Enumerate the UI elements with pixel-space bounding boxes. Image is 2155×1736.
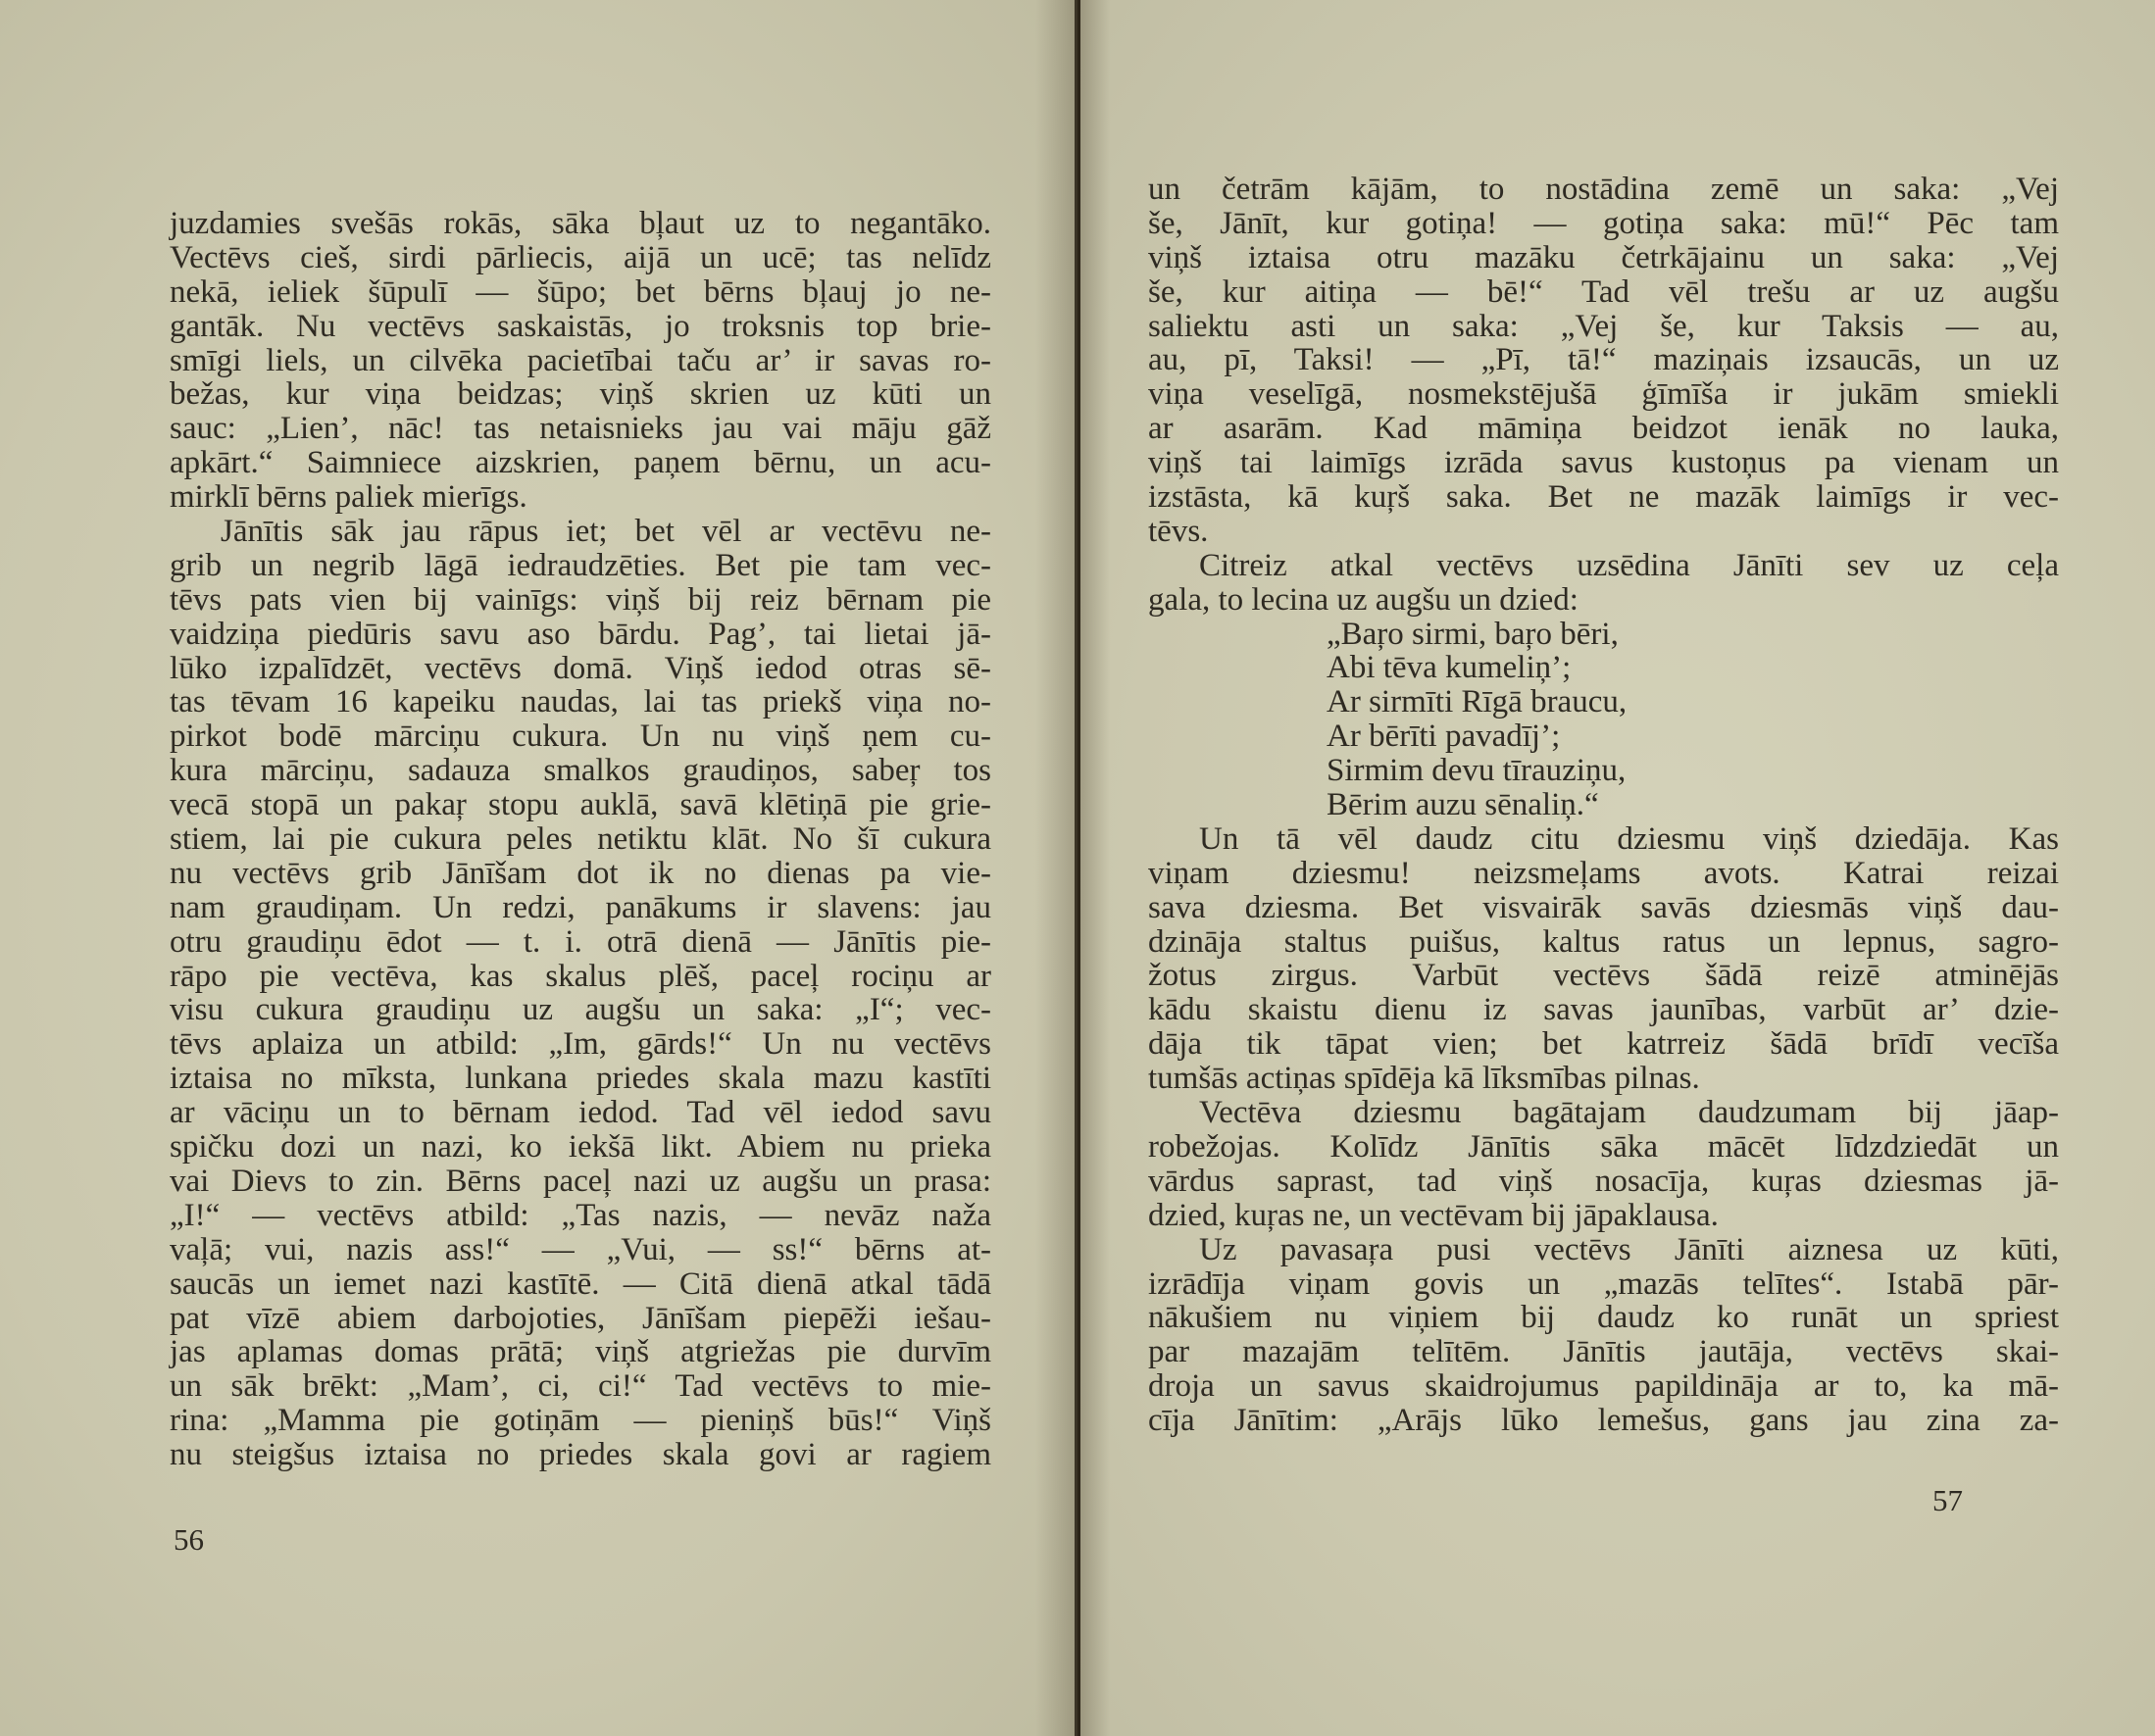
text-line: še, kur aitiņa — bē!“ Tad vēl trešu ar uz augšu: [1148, 273, 2059, 310]
text-line: vai Dievs to zin. Bērns paceļ nazi uz augšu un prasa:: [170, 1163, 991, 1199]
text-line: grib un negrib lāgā iedraudzēties. Bet pie tam vec-: [170, 547, 991, 583]
text-line: tas tēvam 16 kapeiku naudas, lai tas priekš viņa no-: [170, 684, 991, 720]
text-line: nu steigšus iztaisa no priedes skala govi ar ragiem: [170, 1437, 991, 1473]
text-line: au, pī, Taksi! — „Pī, tā!“ maziņais izsaucās, un uz: [1148, 342, 2059, 378]
text-line: ar vāciņu un to bērnam iedod. Tad vēl iedod savu: [170, 1095, 991, 1131]
text-line: Jānītis sāk jau rāpus iet; bet vēl ar vectēvu ne-: [221, 514, 991, 550]
text-line: Uz pavasaŗa pusi vectēvs Jānīti aiznesa uz kūti,: [1199, 1231, 2059, 1267]
verse-line: Ar sirmīti Rīgā braucu,: [1327, 684, 1628, 720]
text-line: droja un savus skaidrojumus papildināja ar to, ka mā-: [1148, 1368, 2059, 1405]
text-line: tumšās actiņas spīdēja kā līksmības pilnas.: [1148, 1061, 1700, 1097]
text-line: tēvs aplaiza un atbild: „Im, gārds!“ Un nu vectēvs: [170, 1026, 991, 1063]
text-line: še, Jānīt, kur gotiņa! — gotiņa saka: mū!“ Pēc tam: [1148, 205, 2059, 241]
text-line: juzdamies svešās rokās, sāka bļaut uz to negantāko.: [170, 206, 991, 241]
page-number-left: 56: [174, 1522, 204, 1557]
text-line: „I!“ — vectēvs atbild: „Tas nazis, — nevāz naža: [170, 1197, 991, 1233]
text-line: mirklī bērns paliek mierīgs.: [170, 479, 527, 516]
text-line: par mazajām telītēm. Jānītis jautāja, vectēvs skai-: [1148, 1334, 2059, 1370]
text-line: stiem, lai pie cukura peles netiktu klāt. No šī cukura: [170, 821, 991, 858]
verse-line: Bērim auzu sēnaliņ.“: [1327, 787, 1599, 823]
text-line: vecā stopā un pakaŗ stopu auklā, savā klētiņā pie grie-: [170, 787, 991, 823]
text-line: bežas, kur viņa beidzas; viņš skrien uz kūti un: [170, 376, 991, 413]
text-line: iztaisa no mīksta, lunkana priedes skala mazu kastīti: [170, 1061, 991, 1097]
text-line: apkārt.“ Saimniece aizskrien, paņem bērnu, un acu-: [170, 445, 991, 481]
text-line: vaļā; vui, nazis ass!“ — „Vui, — ss!“ bērns at-: [170, 1231, 991, 1267]
text-line: visu cukura graudiņu uz augšu un saka: „I“; vec-: [170, 992, 991, 1028]
text-line: Citreiz atkal vectēvs uzsēdina Jānīti sev uz ceļa: [1199, 547, 2059, 583]
text-line: nam graudiņam. Un redzi, panākums ir slavens: jau: [170, 889, 991, 925]
text-line: sava dziesma. Bet visvairāk savās dziesmās viņš dau-: [1148, 889, 2059, 925]
text-line: kādu skaistu dienu iz savas jaunības, varbūt ar’ dzie-: [1148, 992, 2059, 1028]
verse-line: Sirmim devu tīrauziņu,: [1327, 753, 1627, 789]
text-line: dzied, kuŗas ne, un vectēvam bij jāpaklausa.: [1148, 1197, 1719, 1233]
verse-line: Abi tēva kumeliņ’;: [1327, 650, 1572, 686]
text-line: nu vectēvs grib Jānīšam dot ik no dienas pa vie-: [170, 855, 991, 891]
gutter-shadow: [1035, 0, 1075, 1736]
text-line: vaidziņa piedūris savu aso bārdu. Pag’, tai lietai jā-: [170, 616, 991, 652]
text-line: cīja Jānītim: „Arājs lūko lemešus, gans jau zina za-: [1148, 1403, 2059, 1439]
text-line: viņa veselīgā, nosmekstējušā ģīmīša ir jukām smiekli: [1148, 376, 2059, 413]
text-line: gala, to lecina uz augšu un dzied:: [1148, 581, 1579, 618]
text-line: izrādīja viņam govis un „mazās telītes“. Istabā pār-: [1148, 1265, 2059, 1302]
text-line: žotus zirgus. Varbūt vectēvs šādā reizē atminējās: [1148, 958, 2059, 994]
text-line: robežojas. Kolīdz Jānītis sāka mācēt līdzdziedāt un: [1148, 1128, 2059, 1165]
text-line: pat vīzē abiem darbojoties, Jānīšam piepēži iešau-: [170, 1300, 991, 1336]
text-line: smīgi liels, un cilvēka pacietībai taču ar’ ir savas ro-: [170, 342, 991, 378]
text-line: tēvs.: [1148, 513, 1209, 549]
text-line: viņš iztaisa otru mazāku četrkājainu un saka: „Vej: [1148, 239, 2059, 275]
text-line: Vectēvs cieš, sirdi pārliecis, aijā un ucē; tas nelīdz: [170, 239, 991, 275]
text-line: viņam dziesmu! neizsmeļams avots. Katrai reizai: [1148, 855, 2059, 891]
text-line: otru graudiņu ēdot — t. i. otrā dienā — Jānītis pie-: [170, 923, 991, 960]
text-line: pirkot bodē mārciņu cukura. Un nu viņš ņem cu-: [170, 719, 991, 755]
text-line: ar asarām. Kad māmiņa beidzot ienāk no lauka,: [1148, 411, 2059, 447]
left-page-text: [170, 207, 991, 1472]
text-line: vārdus saprast, tad viņš nosacīja, kuŗas dziesmas jā-: [1148, 1163, 2059, 1199]
text-line: jas aplamas domas prātā; viņš atgriežas pie durvīm: [170, 1334, 991, 1370]
text-line: nekā, ieliek šūpulī — šūpo; bet bērns bļauj jo ne-: [170, 273, 991, 310]
text-line: viņš tai laimīgs izrāda savus kustoņus pa vienam un: [1148, 445, 2059, 481]
text-line: dāja tik tāpat vien; bet katrreiz šādā brīdī vecīša: [1148, 1026, 2059, 1063]
text-line: Un tā vēl daudz citu dziesmu viņš dziedāja. Kas: [1199, 820, 2059, 857]
text-line: izstāsta, kā kuŗš saka. Bet ne mazāk laimīgs ir vec-: [1148, 479, 2059, 516]
text-line: gantāk. Nu vectēvs saskaistās, jo troksnis top brie-: [170, 308, 991, 344]
verse-line: Ar bērīti pavadīj’;: [1327, 719, 1561, 755]
text-line: dzināja staltus puišus, kaltus ratus un lepnus, sagro-: [1148, 923, 2059, 960]
text-line: saliektu asti un saka: „Vej še, kur Taksis — au,: [1148, 308, 2059, 344]
text-line: Vectēva dziesmu bagātajam daudzumam bij jāap-: [1199, 1095, 2059, 1131]
text-line: spičku dozi un nazi, ko iekšā likt. Abiem nu prieka: [170, 1129, 991, 1166]
text-line: rina: „Mamma pie gotiņām — pieniņš būs!“ Viņš: [170, 1403, 991, 1439]
text-line: un sāk brēkt: „Mam’, ci, ci!“ Tad vectēvs to mie-: [170, 1368, 991, 1405]
gutter-shadow: [1080, 0, 1110, 1736]
right-page-text: [1148, 173, 2059, 1438]
text-line: kura mārciņu, sadauza smalkos graudiņos, sabeŗ tos: [170, 753, 991, 789]
text-line: un četrām kājām, to nostādina zemē un saka: „Vej: [1148, 172, 2059, 207]
text-line: saucās un iemet nazi kastītē. — Citā dienā atkal tādā: [170, 1265, 991, 1302]
text-line: sauc: „Lien’, nāc! tas netaisnieks jau vai māju gāž: [170, 411, 991, 447]
text-line: nākušiem nu viņiem bij daudz ko runāt un spriest: [1148, 1300, 2059, 1336]
text-line: lūko izpalīdzēt, vectēvs domā. Viņš iedod otras sē-: [170, 650, 991, 686]
right-page: [1080, 0, 2155, 1736]
text-line: rāpo pie vectēva, kas skalus plēš, paceļ rociņu ar: [170, 958, 991, 994]
verse-line: „Baŗo sirmi, baŗo bēri,: [1327, 616, 1619, 652]
page-number-right: 57: [1932, 1483, 1963, 1517]
text-line: tēvs pats vien bij vainīgs: viņš bij reiz bērnam pie: [170, 581, 991, 618]
